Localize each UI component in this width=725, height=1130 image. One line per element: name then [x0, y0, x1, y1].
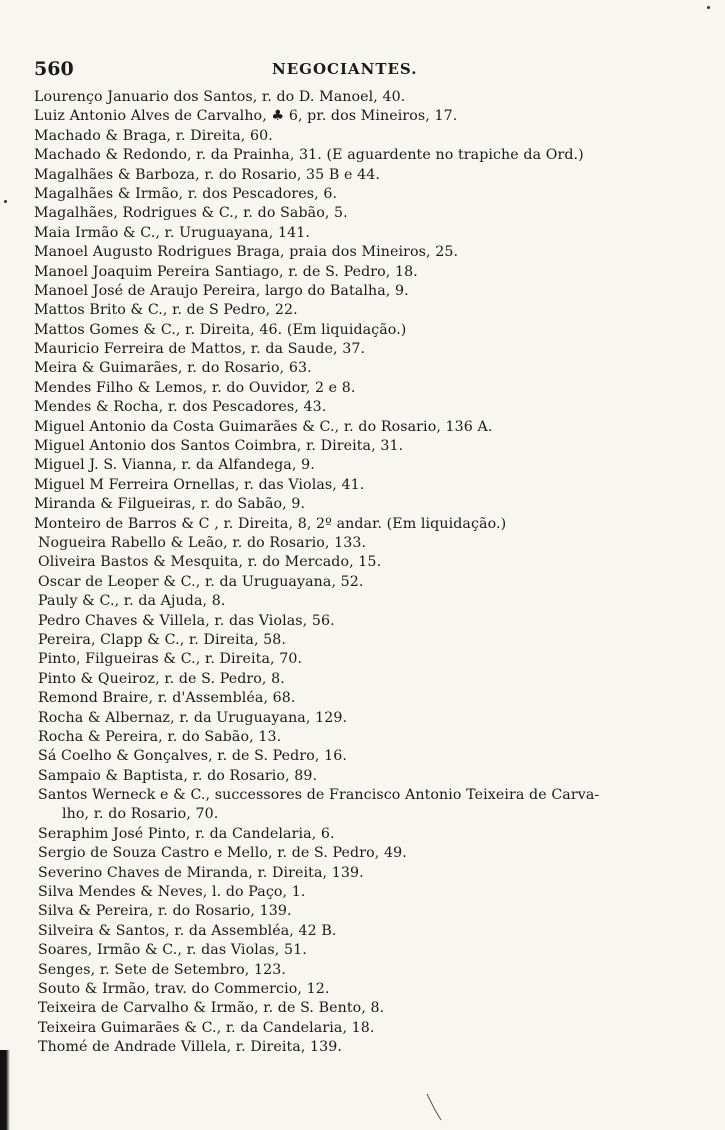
- list-item: Pedro Chaves & Villela, r. das Violas, 56.: [38, 612, 335, 629]
- list-item: Machado & Redondo, r. da Prainha, 31. (E aguardente no trapiche da Ord.): [34, 147, 584, 164]
- list-item: Miguel J. S. Vianna, r. da Alfandega, 9.: [34, 457, 315, 474]
- list-item: Pereira, Clapp & C., r. Direita, 58.: [38, 631, 287, 648]
- list-item: Sergio de Souza Castro e Mello, r. de S. Pedro, 49.: [38, 845, 407, 862]
- list-item: Mattos Gomes & C., r. Direita, 46. (Em liquidação.): [34, 321, 407, 338]
- stray-ink-mark: [425, 1092, 445, 1122]
- list-item: Pinto, Filgueiras & C., r. Direita, 70.: [38, 651, 303, 668]
- list-item: Oscar de Leoper & C., r. da Uruguayana, 52.: [38, 573, 364, 590]
- list-item: Teixeira de Carvalho & Irmão, r. de S. Bento, 8.: [38, 1000, 385, 1017]
- merchant-list: [34, 88, 714, 1058]
- list-item: Miguel Antonio dos Santos Coimbra, r. Direita, 31.: [34, 438, 404, 455]
- list-item: Soares, Irmão & C., r. das Violas, 51.: [38, 942, 307, 959]
- list-item: Sampaio & Baptista, r. do Rosario, 89.: [38, 767, 318, 784]
- list-item: Mattos Brito & C., r. de S Pedro, 22.: [34, 302, 298, 319]
- list-item: Magalhães & Irmão, r. dos Pescadores, 6.: [34, 185, 338, 202]
- list-item: Mendes & Rocha, r. dos Pescadores, 43.: [34, 399, 327, 416]
- list-item: Thomé de Andrade Villela, r. Direita, 139.: [38, 1039, 343, 1056]
- list-item-continuation: lho, r. do Rosario, 70.: [62, 806, 219, 823]
- list-item: Machado & Braga, r. Direita, 60.: [34, 127, 273, 144]
- list-item: Severino Chaves de Miranda, r. Direita, 139.: [38, 864, 364, 881]
- list-item: Remond Braire, r. d'Assembléa, 68.: [38, 690, 296, 707]
- list-item: Pauly & C., r. da Ajuda, 8.: [38, 593, 226, 610]
- list-item: Maia Irmão & C., r. Uruguayana, 141.: [34, 224, 310, 241]
- list-item: Mauricio Ferreira de Mattos, r. da Saude, 37.: [34, 341, 366, 358]
- list-item: Silva Mendes & Neves, l. do Paço, 1.: [38, 884, 306, 901]
- list-item: Rocha & Albernaz, r. da Uruguayana, 129.: [38, 709, 348, 726]
- list-item: Pinto & Queiroz, r. de S. Pedro, 8.: [38, 670, 285, 687]
- list-item: Miguel M Ferreira Ornellas, r. das Violas, 41.: [34, 476, 365, 493]
- list-item: Senges, r. Sete de Setembro, 123.: [38, 961, 286, 978]
- list-item: Silva & Pereira, r. do Rosario, 139.: [38, 903, 292, 920]
- list-item: Seraphim José Pinto, r. da Candelaria, 6.: [38, 825, 335, 842]
- list-item: Miranda & Filgueiras, r. do Sabão, 9.: [34, 496, 306, 513]
- list-item: Monteiro de Barros & C , r. Direita, 8, 2º andar. (Em liquidação.): [34, 515, 507, 532]
- list-item: Manoel José de Araujo Pereira, largo do Batalha, 9.: [34, 282, 409, 299]
- list-item: Mendes Filho & Lemos, r. do Ouvidor, 2 e 8.: [34, 379, 356, 396]
- page-number: 560: [34, 58, 74, 80]
- list-item: Magalhães, Rodrigues & C., r. do Sabão, 5.: [34, 205, 348, 222]
- list-item: Magalhães & Barboza, r. do Rosario, 35 B e 44.: [34, 166, 381, 183]
- list-item: Meira & Guimarães, r. do Rosario, 63.: [34, 360, 312, 377]
- list-item: Miguel Antonio da Costa Guimarães & C., r. do Rosario, 136 A.: [34, 418, 493, 435]
- page-header: [34, 58, 634, 84]
- list-item: Souto & Irmão, trav. do Commercio, 12.: [38, 980, 330, 997]
- list-item: Manoel Augusto Rodrigues Braga, praia dos Mineiros, 25.: [34, 244, 459, 261]
- list-item: Sá Coelho & Gonçalves, r. de S. Pedro, 16.: [38, 748, 347, 765]
- list-item: Manoel Joaquim Pereira Santiago, r. de S. Pedro, 18.: [34, 263, 418, 280]
- list-item: Santos Werneck e & C., successores de Francisco Antonio Teixeira de Carva-: [38, 787, 600, 804]
- list-item: Rocha & Pereira, r. do Sabão, 13.: [38, 728, 282, 745]
- list-item: Silveira & Santos, r. da Assembléa, 42 B.: [38, 922, 337, 939]
- scan-edge-shadow: [0, 1050, 10, 1130]
- list-item: Nogueira Rabello & Leão, r. do Rosario, 133.: [38, 534, 367, 551]
- ink-speck: [707, 6, 710, 9]
- list-item: Oliveira Bastos & Mesquita, r. do Mercado, 15.: [38, 554, 382, 571]
- page-title: NEGOCIANTES.: [272, 60, 418, 78]
- ink-speck: [4, 200, 7, 203]
- list-item: Teixeira Guimarães & C., r. da Candelaria, 18.: [38, 1019, 375, 1036]
- list-item: Lourenço Januario dos Santos, r. do D. Manoel, 40.: [34, 89, 406, 105]
- list-item: Luiz Antonio Alves de Carvalho, ♣ 6, pr. dos Mineiros, 17.: [34, 108, 458, 125]
